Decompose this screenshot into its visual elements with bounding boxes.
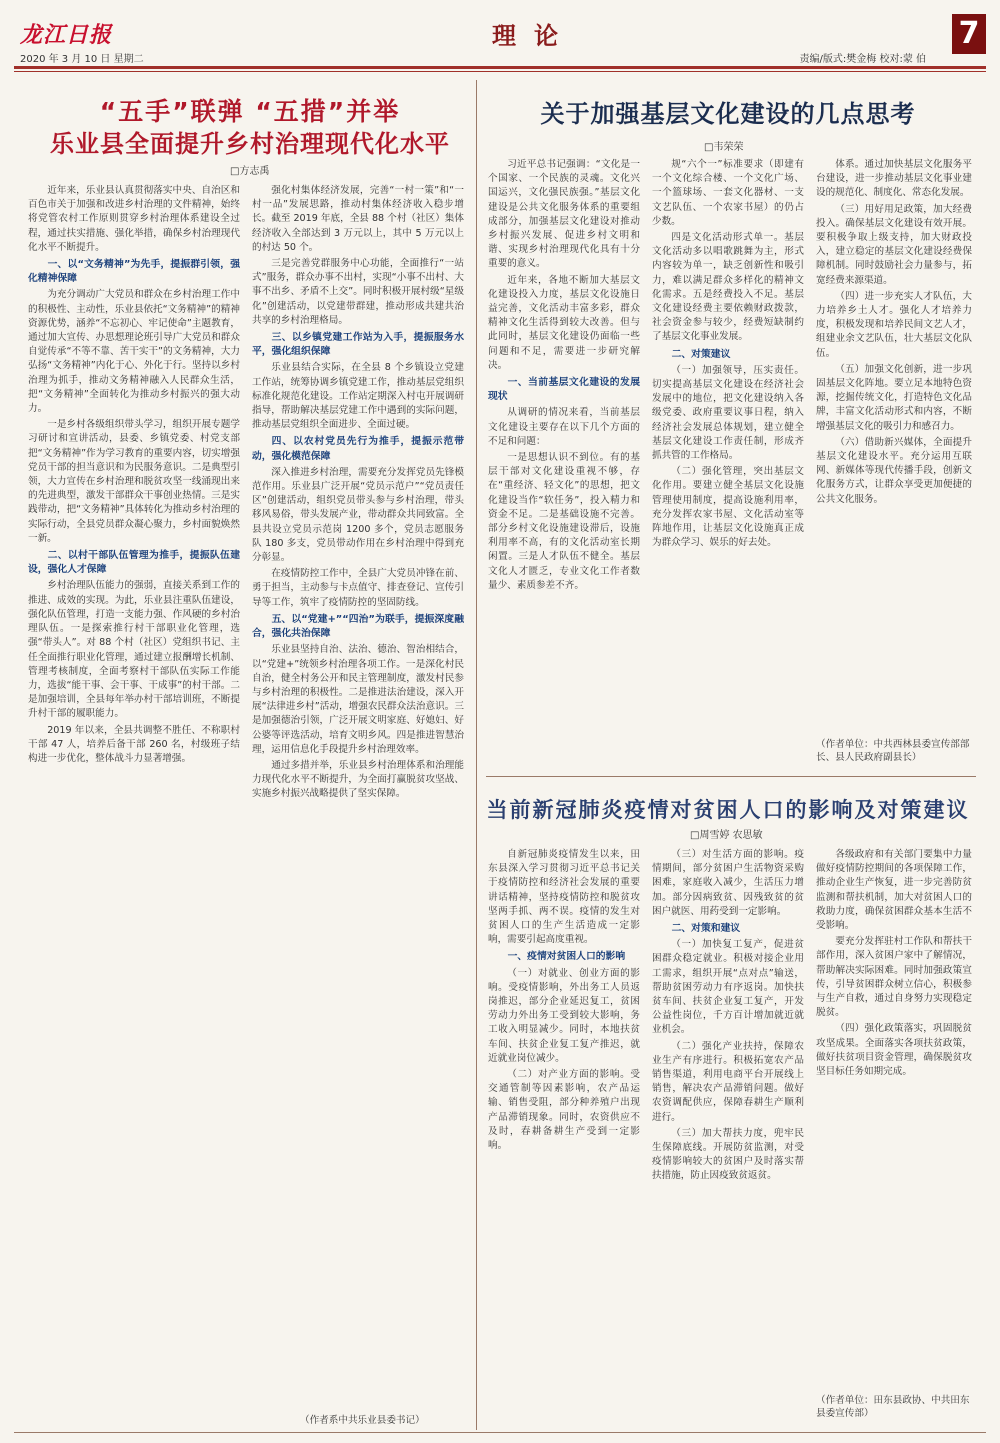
left-article-column-1 <box>28 184 240 1420</box>
body-paragraph: 在疫情防控工作中，全县广大党员冲锋在前、勇于担当，主动参与卡点值守、排查登记、宣传引导等工作，筑牢了疫情防控的坚固防线。 <box>252 568 464 608</box>
body-paragraph: 近年来，乐业县认真贯彻落实中央、自治区和百色市关于加强和改进乡村治理的文件精神，始终将党管农村工作原则贯穿乡村治理体系建设全过程，通过扶实措施、强化举措，确保乡村治理现代化水平不断提升。 <box>28 185 240 253</box>
body-paragraph: 要充分发挥驻村工作队和帮扶干部作用，深入贫困户家中了解情况，帮助解决实际困难。同时加强政策宣传，引导贫困群众树立信心，积极参与生产自救，通过自身努力实现稳定脱贫。 <box>816 936 972 1019</box>
left-article-author-note: （作者系中共乐业县委书记） <box>300 1415 425 1426</box>
body-paragraph: 乐业县坚持自治、法治、德治、智治相结合，以“党建+”统领乡村治理各项工作。一是深化村民自治，健全村务公开和民主管理制度，激发村民参与乡村治理的积极性。二是推进法治建设，深入开展“法律进乡村”活动，增强农民群众法治意识。三是加强德治引领，广泛开展文明家庭、好媳妇、好公婆等评选活动，培育文明乡风。四是推进智慧治理，运用信息化手段提升乡村治理效率。 <box>252 644 464 755</box>
footer-rule <box>14 1432 986 1433</box>
article-divider <box>486 776 976 777</box>
body-paragraph: （二）强化管理，突出基层文化作用。要建立健全基层文化设施管理使用制度，提高设施利用率，充分发挥农家书屋、文化活动室等阵地作用，让基层文化设施真正成为群众学习、娱乐的好去处。 <box>652 466 804 549</box>
body-paragraph: （二）对产业方面的影响。受交通管制等因素影响，农产品运输、销售受阻，部分种养殖户出现产品滞销现象。同时，农资供应不及时，春耕备耕生产受到一定影响。 <box>488 1069 640 1152</box>
body-paragraph: 通过多措并举，乐业县乡村治理体系和治理能力现代化水平不断提升，为全面打赢脱贫攻坚战、实施乡村振兴战略提供了坚实保障。 <box>252 759 464 800</box>
right-top-article-column-1 <box>488 158 640 768</box>
right-bottom-article-column-3 <box>816 848 972 1388</box>
body-paragraph: 习近平总书记强调：“文化是一个国家、一个民族的灵魂。文化兴国运兴，文化强民族强。”基层文化建设是公共文化服务体系的重要组成部分，加强基层文化建设对推动乡村振兴发展、促进乡村文明和谐、实现乡村治理现代化具有十分重要的意义。 <box>488 159 640 270</box>
right-bottom-article-author-note: （作者单位：田东县政协、中共田东县委宣传部） <box>816 1395 970 1419</box>
body-paragraph: 各级政府和有关部门要集中力量做好疫情防控期间的各项保障工作，推动企业生产恢复，进一步完善防贫监测和帮扶机制，加大对贫困人口的救助力度，确保贫困群众基本生活不受影响。 <box>816 849 972 932</box>
section-heading: 二、对策和建议 <box>671 923 741 935</box>
body-paragraph: （四）进一步充实人才队伍，大力培养乡土人才。强化人才培养力度，积极发现和培养民间文艺人才，组建业余文艺队伍，壮大基层文化队伍。 <box>816 290 972 359</box>
body-paragraph: 体系。通过加快基层文化服务平台建设，进一步推动基层文化事业建设的规范化、制度化、常态化发展。 <box>816 159 972 199</box>
right-bottom-article-column-1 <box>488 848 640 1426</box>
body-paragraph: 为充分调动广大党员和群众在乡村治理工作中的积极性、主动性，乐业县依托“文务精神”的精神资源优势，涵养“不忘初心、牢记使命”主题教育，通过加大宣传、办思想理论班引导广大党员和群众自觉传承“不等不靠、苦干实干”的文务精神，大力弘扬“文务精神”内化于心、外化于行。坚持以乡村治理为抓手，推动文务精神融入人民群众生活，把“文务精神”全面转化为推动乡村振兴的强大动力。 <box>28 289 240 415</box>
section-heading: 五、以“党建+”“四治”为联手，提振深度融合，强化共治保障 <box>252 613 464 640</box>
body-paragraph: （三）对生活方面的影响。疫情期间，部分贫困户生活物资采购困难，家庭收入减少，生活压力增加。部分因病致贫、因残致贫的贫困户就医、用药受到一定影响。 <box>652 849 804 917</box>
left-article-title-line2: 乐业县全面提升乡村治理现代化水平 <box>50 130 450 158</box>
section-heading: 一、当前基层文化建设的发展现状 <box>488 377 640 403</box>
body-paragraph: 强化村集体经济发展，完善“一村一策”和“一村一品”发展思路，推动村集体经济收入稳步增长。截至 2019 年底，全县 88 个村（社区）集体经济收入全部达到 3 万元以上，其中 5 万元以上的村达 50 个。 <box>252 185 464 253</box>
newspaper-logo: 龙江日报 <box>20 22 113 48</box>
body-paragraph: 乡村治理队伍能力的强弱，直接关系到工作的推进、成效的实现。为此，乐业县注重队伍建设，强化队伍管理，打造一支能力强、作风硬的乡村治理队伍。一是探索推行村干部职业化管理，选强“带头人”。对 88 个村（社区）党组织书记、主任全面推行职业化管理，通过建立报酬增长机制、管理考核制度，全面考察村干部队伍实际工作能力，选拔“能干事、会干事、干成事”的村干部。二是加强培训，全县每年举办村干部培训班，不断提升村干部的履职能力。 <box>28 580 240 720</box>
section-heading: 三、以乡镇党建工作站为入手，提振服务水平，强化组织保障 <box>252 332 464 358</box>
body-paragraph: 四是文化活动形式单一。基层文化活动多以唱歌跳舞为主，形式内容较为单一，缺乏创新性和吸引力，难以满足群众多样化的精神文化需求。五是经费投入不足。基层文化建设经费主要依赖财政拨款，社会资金参与较少，经费短缺制约了基层文化事业发展。 <box>652 232 804 343</box>
body-paragraph: （二）强化产业扶持，保障农业生产有序进行。积极拓宽农产品销售渠道，利用电商平台开展线上销售，解决农产品滞销问题。做好农资调配供应，保障春耕生产顺利进行。 <box>652 1040 804 1123</box>
body-paragraph: （六）借助新兴媒体，全面提升基层文化建设水平。充分运用互联网、新媒体等现代传播手段，创新文化服务方式，让群众享受更加便捷的公共文化服务。 <box>816 436 972 505</box>
body-paragraph: （四）强化政策落实，巩固脱贫攻坚成果。全面落实各项扶贫政策，做好扶贫项目资金管理，确保脱贫攻坚目标任务如期完成。 <box>816 1023 972 1078</box>
body-paragraph: 一是思想认识不到位。有的基层干部对文化建设重视不够，存在“重经济、轻文化”的思想，把文化建设当作“软任务”，投入精力和资金不足。二是基础设施不完善。部分乡村文化设施建设滞后，设施利用率不高，有的文化活动室长期闲置。三是人才队伍不健全。基层文化人才匮乏，专业文化工作者数量少、素质参差不齐。 <box>488 452 640 591</box>
right-top-article-title: 关于加强基层文化建设的几点思考 <box>540 99 916 128</box>
column-divider <box>476 80 477 1430</box>
left-article-title-line1: “五手”联弹 “五措”并举 <box>99 97 401 126</box>
right-top-article-byline: □韦荣荣 <box>704 142 744 153</box>
section-heading: 二、以村干部队伍管理为推手，提振队伍建设，强化人才保障 <box>28 550 240 576</box>
body-paragraph: 近年来，各地不断加大基层文化建设投入力度，基层文化设施日益完善，文化活动丰富多彩，群众精神文化生活得到较大改善。但与此同时，基层文化建设仍面临一些问题和不足，需要进一步研究解决。 <box>488 274 640 371</box>
body-paragraph: 深入推进乡村治理，需要充分发挥党员先锋模范作用。乐业县广泛开展“党员示范户”“党员责任区”创建活动，组织党员带头参与乡村治理，带头移风易俗，带头发展产业，带动群众共同致富。全县共设立党员示范岗 1200 多个，党员志愿服务队 180 多支，党员带动作用在乡村治理中得到充分彰显。 <box>252 466 464 564</box>
masthead <box>14 10 986 66</box>
left-article-column-2 <box>252 184 464 1408</box>
section-heading: 二、对策建议 <box>671 348 731 360</box>
right-bottom-article-byline: □周雪婷 农思敏 <box>690 830 763 841</box>
header-rule-thin <box>14 71 986 72</box>
body-paragraph: 一是乡村各级组织带头学习，组织开展专题学习研讨和宣讲活动，县委、乡镇党委、村党支部把“文务精神”作为学习教育的重要内容，切实增强党员干部的担当意识和为民服务意识。二是典型引领，大力宣传在乡村治理和脱贫攻坚一线涌现出来的先进典型，激发干部群众干事创业热情。三是实践带动，把“文务精神”具体转化为推动乡村治理的实际行动，全县党员群众凝心聚力，乡村面貌焕然一新。 <box>28 419 240 544</box>
body-paragraph: 自新冠肺炎疫情发生以来，田东县深入学习贯彻习近平总书记关于疫情防控和经济社会发展的重要讲话精神，坚持疫情防控和脱贫攻坚两手抓、两不误。疫情的发生对贫困人口的生产生活造成一定影响，需要引起高度重视。 <box>488 849 640 946</box>
body-paragraph: （一）加强领导，压实责任。切实提高基层文化建设在经济社会发展中的地位，把文化建设纳入各级党委、政府重要议事日程，纳入经济社会发展总体规划，建立健全基层文化建设工作责任制，形成齐抓共管的工作格局。 <box>652 364 804 462</box>
body-paragraph: （一）加快复工复产，促进贫困群众稳定就业。积极对接企业用工需求，组织开展“点对点”输送，帮助贫困劳动力有序返岗。加快扶贫车间、扶贫企业复工复产，开发公益性岗位，千方百计增加就近就业机会。 <box>652 939 804 1036</box>
right-bottom-article-title: 当前新冠肺炎疫情对贫困人口的影响及对策建议 <box>486 798 970 822</box>
body-paragraph: 从调研的情况来看，当前基层文化建设主要存在以下几个方面的不足和问题： <box>488 407 640 447</box>
body-paragraph: 三是完善党群服务中心功能，全面推行“一站式”服务，群众办事不出村，实现“小事不出村、大事不出乡、矛盾不上交”。同时积极开展村级“星级化”创建活动，以党建带群建，推动形成共建共治共享的乡村治理格局。 <box>252 258 464 326</box>
section-heading: 一、疫情对贫困人口的影响 <box>507 951 626 963</box>
right-top-article-column-2 <box>652 158 804 768</box>
right-bottom-article-column-2 <box>652 848 804 1426</box>
section-heading: 一、以“文务精神”为先手，提振群引领，强化精神保障 <box>28 259 240 285</box>
header-rule <box>14 66 986 69</box>
body-paragraph: （五）加强文化创新，进一步巩固基层文化阵地。要立足本地特色资源，挖掘传统文化，打造特色文化品牌，丰富文化活动形式和内容，不断增强基层文化的吸引力和感召力。 <box>816 363 972 432</box>
body-paragraph: 2019 年以来，全县共调整不胜任、不称职村干部 47 人，培养后备干部 260 名，村级班子结构进一步优化，整体战斗力显著增强。 <box>28 724 240 764</box>
body-paragraph: （三）用好用足政策，加大经费投入。确保基层文化建设有效开展。要积极争取上级支持，加大财政投入，建立稳定的基层文化建设经费保障机制。同时鼓励社会力量参与，拓宽经费来源渠道。 <box>816 203 972 286</box>
right-top-article-column-3 <box>816 158 972 732</box>
right-top-article-author-note: （作者单位：中共西林县委宣传部部长、县人民政府副县长） <box>816 739 970 763</box>
body-paragraph: 乐业县结合实际，在全县 8 个乡镇设立党建工作站，统筹协调乡镇党建工作，推动基层党组织标准化规范化建设。工作站定期深入村屯开展调研指导，帮助解决基层党建工作中遇到的实际问题，推动基层党组织全面进步、全面过硬。 <box>252 362 464 431</box>
page-number: 7 <box>952 14 986 54</box>
section-heading: 四、以农村党员先行为推手，提振示范带动，强化模范保障 <box>252 436 464 462</box>
body-paragraph: （一）对就业、创业方面的影响。受疫情影响，外出务工人员返岗推迟，部分企业延迟复工，贫困劳动力外出务工受到较大影响，务工收入明显减少。同时，本地扶贫车间、扶贫企业复工复产推迟，就近就业岗位减少。 <box>488 967 640 1064</box>
issue-date: 2020 年 3 月 10 日 星期二 <box>20 54 144 65</box>
body-paragraph: 规“六个一”标准要求（即建有一个文化综合楼、一个文化广场、一个篮球场、一套文化器材、一支文艺队伍、一个农家书屋）的仍占少数。 <box>652 159 804 227</box>
body-paragraph: （三）加大帮扶力度，兜牢民生保障底线。开展防贫监测，对受疫情影响较大的贫困户及时落实帮扶措施，防止因疫致贫返贫。 <box>652 1127 804 1182</box>
left-article-byline: □方志禹 <box>230 166 270 177</box>
section-title: 理论 <box>492 21 576 50</box>
editor-credits: 责编/版式:樊金梅 校对:蒙 伯 <box>799 54 926 65</box>
